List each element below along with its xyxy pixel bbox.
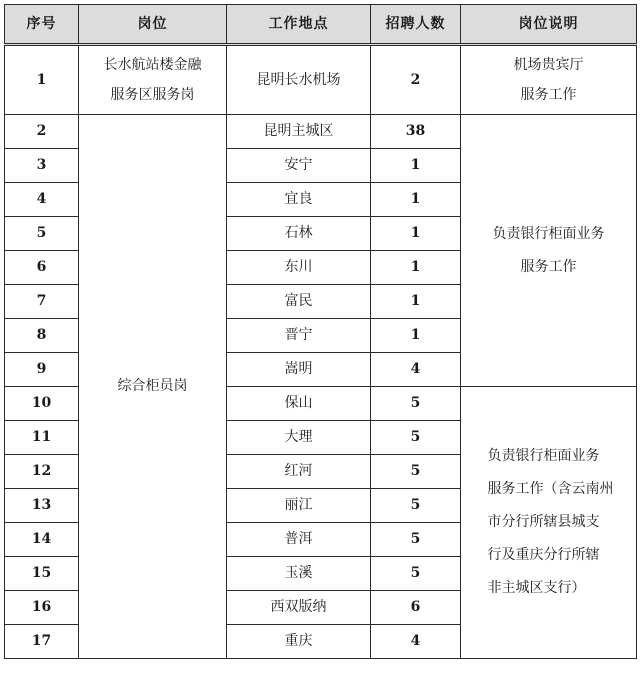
header-description: 岗位说明 <box>461 5 637 45</box>
cell-location: 丽江 <box>227 489 371 523</box>
description-line: 服务工作 <box>520 87 577 103</box>
description-line: 非主城区支行） <box>487 580 586 596</box>
cell-no: 16 <box>5 591 79 625</box>
cell-location: 晋宁 <box>227 319 371 353</box>
cell-no: 14 <box>5 523 79 557</box>
cell-no: 5 <box>5 217 79 251</box>
cell-no: 4 <box>5 183 79 217</box>
cell-count: 2 <box>371 45 461 115</box>
cell-no: 11 <box>5 421 79 455</box>
cell-no: 10 <box>5 387 79 421</box>
cell-count: 1 <box>371 319 461 353</box>
cell-count: 4 <box>371 625 461 659</box>
cell-count: 5 <box>371 387 461 421</box>
header-location: 工作地点 <box>227 5 371 45</box>
cell-location: 西双版纳 <box>227 591 371 625</box>
description-line: 服务工作（含云南州 <box>487 481 614 497</box>
cell-count: 5 <box>371 557 461 591</box>
cell-no: 9 <box>5 353 79 387</box>
cell-location: 昆明长水机场 <box>227 45 371 115</box>
cell-location: 玉溪 <box>227 557 371 591</box>
cell-count: 38 <box>371 115 461 149</box>
cell-count: 5 <box>371 455 461 489</box>
cell-count: 1 <box>371 285 461 319</box>
table-row <box>5 45 637 115</box>
cell-count: 6 <box>371 591 461 625</box>
cell-location: 东川 <box>227 251 371 285</box>
table-row <box>5 115 637 149</box>
post-line: 长水航站楼金融 <box>103 57 202 73</box>
cell-location: 富民 <box>227 285 371 319</box>
cell-count: 1 <box>371 149 461 183</box>
description-text <box>484 440 614 605</box>
cell-location: 安宁 <box>227 149 371 183</box>
cell-location: 红河 <box>227 455 371 489</box>
cell-no: 12 <box>5 455 79 489</box>
cell-count: 5 <box>371 421 461 455</box>
cell-no: 15 <box>5 557 79 591</box>
cell-no: 17 <box>5 625 79 659</box>
cell-location: 重庆 <box>227 625 371 659</box>
cell-description <box>461 115 637 387</box>
header-no: 序号 <box>5 5 79 45</box>
cell-post: 综合柜员岗 <box>79 115 227 659</box>
cell-no: 3 <box>5 149 79 183</box>
cell-no: 7 <box>5 285 79 319</box>
header-row <box>5 5 637 45</box>
cell-count: 5 <box>371 489 461 523</box>
recruitment-table-container <box>4 4 636 670</box>
cell-location: 大理 <box>227 421 371 455</box>
post-text <box>104 50 202 110</box>
post-line: 服务区服务岗 <box>110 87 195 103</box>
description-text <box>493 218 605 284</box>
cell-count: 4 <box>371 353 461 387</box>
description-line: 机场贵宾厅 <box>513 57 584 73</box>
cell-location: 保山 <box>227 387 371 421</box>
cell-location: 嵩明 <box>227 353 371 387</box>
cell-count: 1 <box>371 251 461 285</box>
cell-location: 普洱 <box>227 523 371 557</box>
cell-no: 1 <box>5 45 79 115</box>
description-line: 行及重庆分行所辖 <box>487 547 600 563</box>
recruitment-table <box>4 4 637 659</box>
cell-description <box>461 45 637 115</box>
cell-count: 1 <box>371 183 461 217</box>
description-line: 负责银行柜面业务 <box>492 225 605 242</box>
header-post: 岗位 <box>79 5 227 45</box>
cell-location: 宜良 <box>227 183 371 217</box>
cell-no: 8 <box>5 319 79 353</box>
description-line: 负责银行柜面业务 <box>487 448 600 464</box>
cell-no: 6 <box>5 251 79 285</box>
description-line: 服务工作 <box>520 258 577 275</box>
cell-no: 2 <box>5 115 79 149</box>
cell-no: 13 <box>5 489 79 523</box>
cell-location: 石林 <box>227 217 371 251</box>
cell-description <box>461 387 637 659</box>
cell-count: 1 <box>371 217 461 251</box>
cell-post <box>79 45 227 115</box>
header-count: 招聘人数 <box>371 5 461 45</box>
description-text <box>514 50 584 110</box>
description-line: 市分行所辖县城支 <box>487 514 600 530</box>
cell-count: 5 <box>371 523 461 557</box>
cell-location: 昆明主城区 <box>227 115 371 149</box>
